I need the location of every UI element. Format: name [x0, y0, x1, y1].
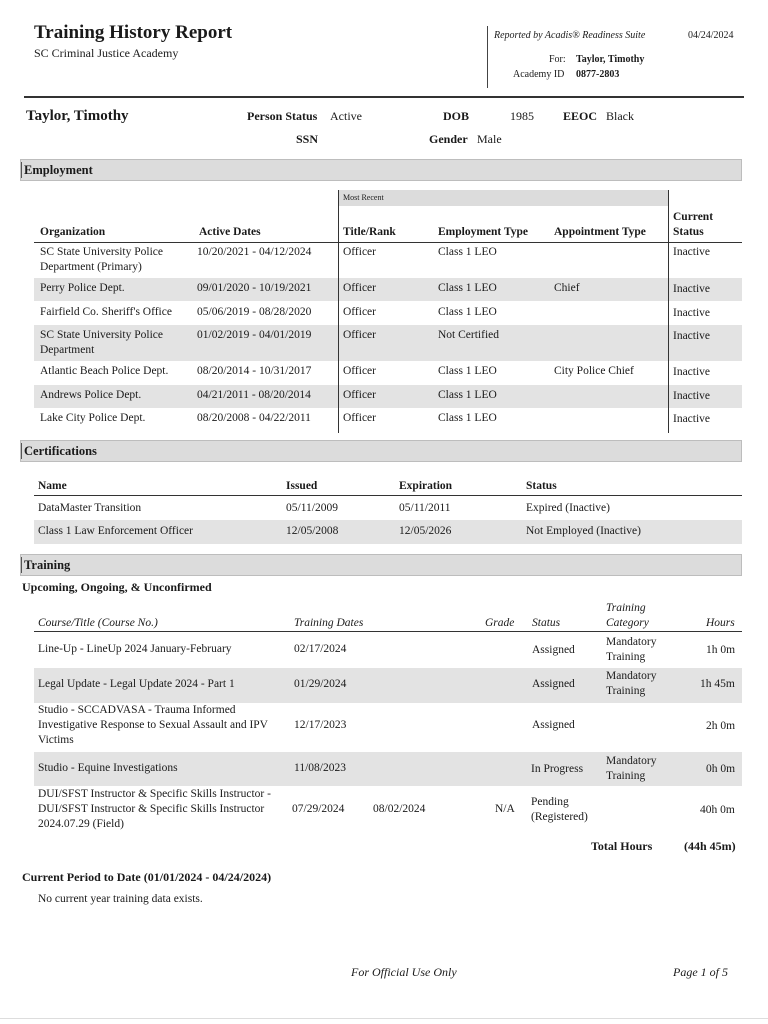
employment-section-header: Employment: [20, 159, 742, 181]
employment-org: Perry Police Dept.: [40, 282, 125, 294]
for-value: Taylor, Timothy: [576, 54, 645, 65]
eeoc-value: Black: [606, 109, 634, 123]
employment-status: Inactive: [673, 246, 711, 258]
training-hours: 40h 0m: [700, 804, 735, 816]
training-section-header: Training: [20, 554, 742, 576]
employment-header-rule: [34, 242, 742, 243]
employment-org: SC State University Police: [40, 246, 163, 258]
training-course: Investigative Response to Sexual Assault and IPV: [38, 719, 268, 731]
training-course: Studio - SCCADVASA - Trauma Informed: [38, 704, 236, 716]
academy-id-value: 0877-2803: [576, 69, 620, 80]
employment-dates: 08/20/2008 - 04/22/2011: [197, 412, 311, 424]
employment-title: Officer: [343, 412, 376, 424]
col-course: Course/Title (Course No.): [38, 617, 158, 629]
col-current-status: Status: [673, 226, 704, 238]
training-hours: 1h 0m: [706, 644, 736, 656]
person-name: Taylor, Timothy: [26, 108, 129, 124]
employment-title: Officer: [343, 365, 376, 377]
employment-type: Class 1 LEO: [438, 365, 497, 377]
training-grade: N/A: [495, 803, 515, 815]
col-current-status: Current: [673, 211, 714, 223]
cert-status: Not Employed (Inactive): [526, 525, 641, 537]
training-category: Mandatory: [606, 636, 657, 648]
cert-issued: 05/11/2009: [286, 502, 338, 514]
col-title-rank: Title/Rank: [343, 226, 396, 238]
training-status: (Registered): [531, 811, 588, 823]
training-course: DUI/SFST Instructor & Specific Skills Instructor -: [38, 788, 271, 800]
col-appointment-type: Appointment Type: [554, 226, 646, 238]
cert-header-rule: [34, 495, 742, 496]
most-recent-label: Most Recent: [338, 190, 668, 206]
training-status: Assigned: [532, 644, 575, 656]
col-cert-status: Status: [526, 480, 557, 492]
ssn-label: SSN: [296, 132, 319, 146]
employment-title: Officer: [343, 282, 376, 294]
academy-id-label: Academy ID: [513, 69, 565, 80]
employment-org: SC State University Police: [40, 329, 163, 341]
col-active-dates: Active Dates: [199, 226, 261, 238]
header-divider: [487, 26, 488, 88]
employment-type: Class 1 LEO: [438, 389, 497, 401]
training-category: Mandatory: [606, 670, 657, 682]
cert-status: Expired (Inactive): [526, 502, 610, 514]
training-header-rule: [34, 631, 742, 632]
employment-type: Class 1 LEO: [438, 282, 497, 294]
person-status-label: Person Status: [247, 109, 318, 123]
training-category: Training: [606, 770, 646, 782]
employment-appointment: City Police Chief: [554, 365, 634, 377]
training-start-date: 01/29/2024: [294, 678, 347, 690]
employment-type: Class 1 LEO: [438, 246, 497, 258]
employment-dates: 01/02/2019 - 04/01/2019: [197, 329, 312, 341]
training-start-date: 12/17/2023: [294, 719, 347, 731]
col-cert-issued: Issued: [286, 480, 318, 492]
cert-name: DataMaster Transition: [38, 502, 142, 514]
employment-dates: 04/21/2011 - 08/20/2014: [197, 389, 311, 401]
employment-col-divider: [338, 190, 339, 433]
employment-status: Inactive: [673, 366, 711, 378]
dob-value: 1985: [510, 109, 534, 123]
col-training-category: Category: [606, 617, 649, 629]
training-end-date: 08/02/2024: [373, 803, 426, 815]
employment-appointment: Chief: [554, 282, 580, 294]
gender-value: Male: [477, 132, 502, 146]
training-category: Training: [606, 651, 646, 663]
cert-expiration: 12/05/2026: [399, 525, 452, 537]
employment-title: Officer: [343, 389, 376, 401]
employment-type: Class 1 LEO: [438, 306, 497, 318]
training-course: DUI/SFST Instructor & Specific Skills Instructor: [38, 803, 265, 815]
employment-status: Inactive: [673, 330, 711, 342]
training-start-date: 02/17/2024: [294, 643, 347, 655]
training-status: Pending: [531, 796, 569, 808]
employment-org: Department (Primary): [40, 261, 142, 273]
col-organization: Organization: [40, 226, 106, 238]
report-subtitle: SC Criminal Justice Academy: [34, 46, 179, 60]
total-hours-value: (44h 45m): [684, 839, 736, 853]
col-cert-expiration: Expiration: [399, 480, 453, 492]
current-period-label: Current Period to Date (01/01/2024 - 04/24/2024): [22, 870, 272, 884]
cert-name: Class 1 Law Enforcement Officer: [38, 525, 193, 537]
employment-dates: 08/20/2014 - 10/31/2017: [197, 365, 312, 377]
employment-title: Officer: [343, 306, 376, 318]
employment-col-divider: [668, 190, 669, 433]
gender-label: Gender: [429, 132, 468, 146]
person-status-value: Active: [330, 109, 362, 123]
employment-status: Inactive: [673, 283, 711, 295]
training-status: In Progress: [531, 763, 584, 775]
current-period-text: No current year training data exists.: [38, 893, 203, 905]
page-bottom-edge: [0, 1018, 768, 1019]
col-status: Status: [532, 617, 561, 629]
employment-status: Inactive: [673, 413, 711, 425]
training-course: Line-Up - LineUp 2024 January-February: [38, 643, 232, 655]
employment-type: Class 1 LEO: [438, 412, 497, 424]
total-hours-label: Total Hours: [591, 839, 653, 853]
training-course: 2024.07.29 (Field): [38, 818, 124, 830]
employment-type: Not Certified: [438, 329, 499, 341]
employment-dates: 10/20/2021 - 04/12/2024: [197, 246, 312, 258]
cert-issued: 12/05/2008: [286, 525, 339, 537]
dob-label: DOB: [443, 109, 470, 123]
employment-org: Andrews Police Dept.: [40, 389, 142, 401]
eeoc-label: EEOC: [563, 109, 598, 123]
employment-row-bg: [34, 278, 742, 301]
training-course: Legal Update - Legal Update 2024 - Part 1: [38, 678, 235, 690]
employment-title: Officer: [343, 329, 376, 341]
header-rule: [24, 96, 744, 98]
employment-org: Department: [40, 344, 95, 356]
training-start-date: 11/08/2023: [294, 762, 346, 774]
report-title: Training History Report: [34, 22, 233, 43]
training-course: Studio - Equine Investigations: [38, 762, 178, 774]
col-training-category: Training: [606, 602, 646, 614]
training-course: Victims: [38, 734, 74, 746]
employment-org: Atlantic Beach Police Dept.: [40, 365, 169, 377]
col-employment-type: Employment Type: [438, 226, 528, 238]
employment-status: Inactive: [673, 307, 711, 319]
col-grade: Grade: [485, 617, 515, 629]
col-cert-name: Name: [38, 480, 67, 492]
employment-org: Lake City Police Dept.: [40, 412, 146, 424]
col-training-dates: Training Dates: [294, 617, 364, 629]
report-date: 04/24/2024: [688, 30, 734, 41]
employment-dates: 05/06/2019 - 08/28/2020: [197, 306, 312, 318]
footer-page-number: Page 1 of 5: [673, 965, 728, 979]
training-hours: 2h 0m: [706, 720, 736, 732]
footer-official: For Official Use Only: [351, 965, 457, 979]
training-category: Mandatory: [606, 755, 657, 767]
col-hours: Hours: [706, 617, 735, 629]
for-label: For:: [549, 54, 566, 65]
certifications-section-header: Certifications: [20, 440, 742, 462]
employment-dates: 09/01/2020 - 10/19/2021: [197, 282, 312, 294]
training-status: Assigned: [532, 719, 575, 731]
training-status: Assigned: [532, 678, 575, 690]
training-subsection-title: Upcoming, Ongoing, & Unconfirmed: [22, 580, 212, 594]
employment-status: Inactive: [673, 390, 711, 402]
employment-title: Officer: [343, 246, 376, 258]
training-hours: 1h 45m: [700, 678, 735, 690]
cert-expiration: 05/11/2011: [399, 502, 451, 514]
reported-by: Reported by Acadis® Readiness Suite: [494, 30, 646, 41]
training-start-date: 07/29/2024: [292, 803, 345, 815]
training-hours: 0h 0m: [706, 763, 736, 775]
employment-org: Fairfield Co. Sheriff's Office: [40, 306, 172, 318]
training-category: Training: [606, 685, 646, 697]
